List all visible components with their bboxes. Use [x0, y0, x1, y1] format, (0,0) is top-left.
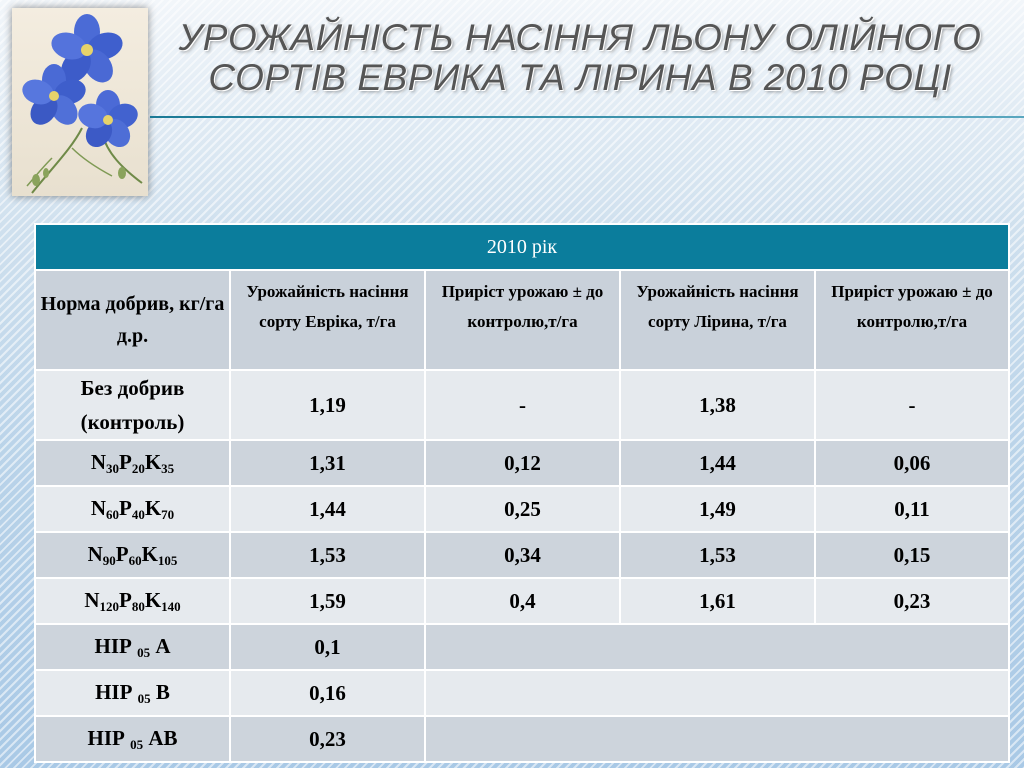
cell-yield-evrika: 1,53 — [230, 532, 425, 578]
cell-increase-evrika: 0,34 — [425, 532, 620, 578]
row-label-npk: $N_{30}P_{20}K_{35}$ — [35, 440, 230, 486]
table-row — [35, 440, 1009, 486]
row-label-npk: $N_{60}P_{40}K_{70}$ — [35, 486, 230, 532]
cell-increase-lirina: 0,23 — [815, 578, 1009, 624]
cell-yield-lirina: 1,49 — [620, 486, 815, 532]
title-line-2: СОРТІВ ЕВРИКА ТА ЛІРИНА В 2010 РОЦІ — [208, 57, 952, 98]
row-label: Без добрив (контроль) — [35, 370, 230, 440]
empty-cell — [425, 670, 1009, 716]
column-header-row — [35, 270, 1009, 370]
title-divider — [150, 116, 1024, 118]
cell-increase-lirina: 0,15 — [815, 532, 1009, 578]
table-row — [35, 578, 1009, 624]
yield-table — [34, 223, 1010, 763]
cell-yield-lirina: 1,44 — [620, 440, 815, 486]
yield-table-container — [34, 223, 1008, 763]
year-header: 2010 рік — [35, 224, 1009, 270]
cell-increase-evrika: 0,25 — [425, 486, 620, 532]
empty-cell — [425, 716, 1009, 762]
empty-cell — [425, 624, 1009, 670]
year-header-row — [35, 224, 1009, 270]
header-yield-lirina: Урожайність насіння сорту Лірина, т/га — [620, 270, 815, 370]
cell-increase-evrika: 0,12 — [425, 440, 620, 486]
cell-increase-lirina: 0,11 — [815, 486, 1009, 532]
nir-row-ab — [35, 716, 1009, 762]
table-row-control — [35, 370, 1009, 440]
nir-row-a — [35, 624, 1009, 670]
row-label-npk: $N_{90}P_{60}K_{105}$ — [35, 532, 230, 578]
page-title — [160, 18, 1000, 98]
cell-yield-lirina: 1,38 — [620, 370, 815, 440]
header-increase-lirina: Приріст урожаю ± до контролю,т/га — [815, 270, 1009, 370]
cell-increase-lirina: - — [815, 370, 1009, 440]
table-row — [35, 532, 1009, 578]
nir-value: 0,1 — [230, 624, 425, 670]
nir-label: НІР $_{05}$ В — [35, 670, 230, 716]
header-yield-evrika: Урожайність насіння сорту Евріка, т/га — [230, 270, 425, 370]
cell-yield-evrika: 1,31 — [230, 440, 425, 486]
flax-flowers-photo — [12, 8, 148, 196]
nir-row-b — [35, 670, 1009, 716]
header-norm: Норма добрив, кг/га д.р. — [35, 270, 230, 370]
cell-yield-evrika: 1,44 — [230, 486, 425, 532]
cell-yield-lirina: 1,53 — [620, 532, 815, 578]
title-line-1: УРОЖАЙНІСТЬ НАСІННЯ ЛЬОНУ ОЛІЙНОГО — [178, 17, 982, 58]
nir-label: НІР $_{05}$ АВ — [35, 716, 230, 762]
cell-increase-evrika: - — [425, 370, 620, 440]
nir-label: НІР $_{05}$ А — [35, 624, 230, 670]
cell-yield-lirina: 1,61 — [620, 578, 815, 624]
header-increase-evrika: Приріст урожаю ± до контролю,т/га — [425, 270, 620, 370]
flax-flower-icon — [12, 8, 148, 196]
cell-yield-evrika: 1,19 — [230, 370, 425, 440]
cell-increase-lirina: 0,06 — [815, 440, 1009, 486]
row-label-npk: $N_{120}P_{80}K_{140}$ — [35, 578, 230, 624]
nir-value: 0,16 — [230, 670, 425, 716]
cell-increase-evrika: 0,4 — [425, 578, 620, 624]
cell-yield-evrika: 1,59 — [230, 578, 425, 624]
table-row — [35, 486, 1009, 532]
nir-value: 0,23 — [230, 716, 425, 762]
